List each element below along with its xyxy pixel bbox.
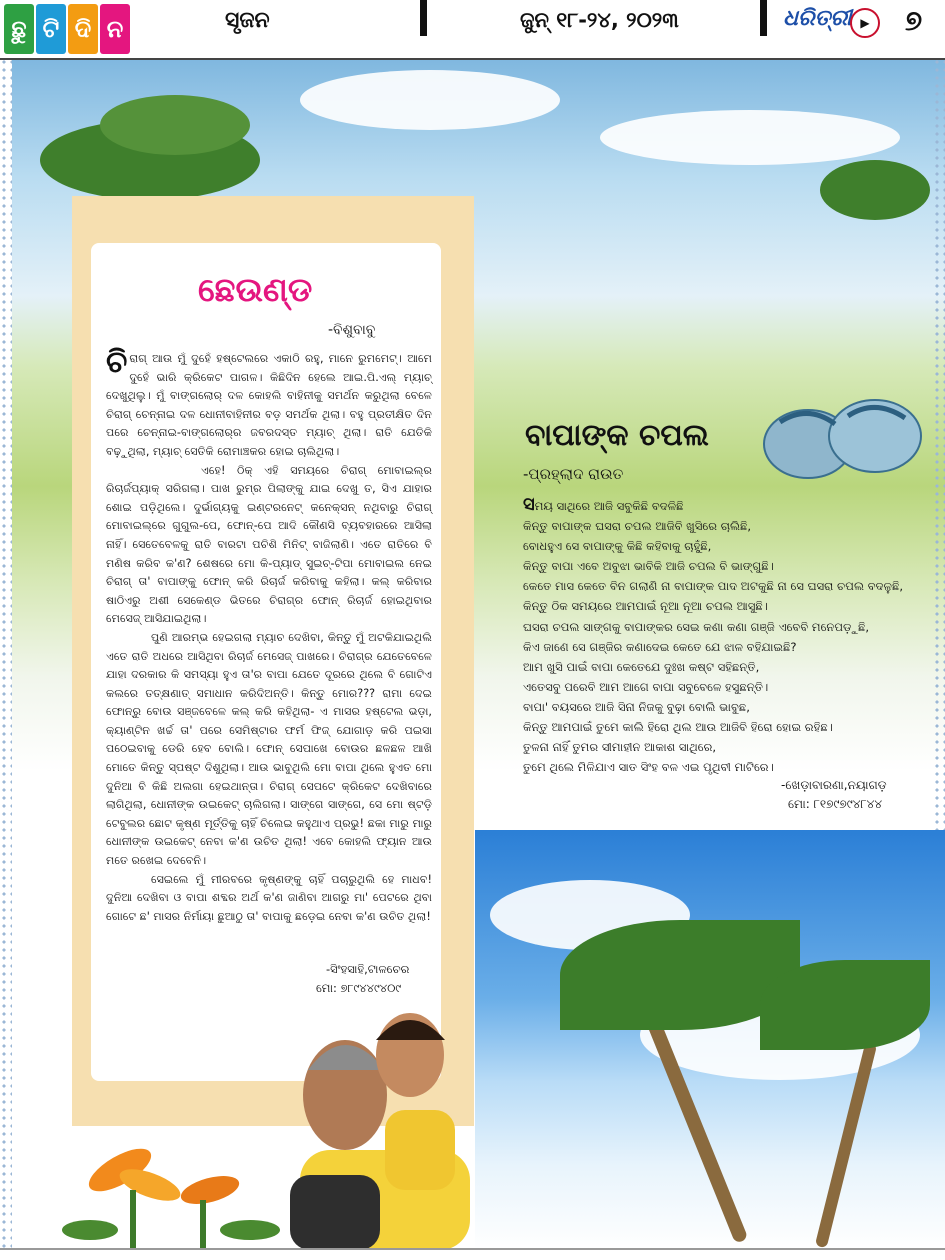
story-paragraph: ପୁଣି ଆରମ୍ଭ ହେଇଗଲା ମ୍ୟାଚ ଦେଖିବା, କିନ୍ତୁ ମୁଁ ଅଟକିଯାଇଥିଲି ଏତେ ରାତି ଅଧରେ ଆସିଥିବା ରିଚାର୍ଜ ମେସେଜ୍ ପାଖରେ। ଚିରାଗ୍‌ର ଯେତେବେଳେ ଯାହା ଦରକାର କି ସମସ୍ୟା ହୁଏ ତା'ର ବାପା ଯେତେ ଦୂରରେ ଥିଲେ ବି ଗୋଟିଏ କଲରେ ତତ୍‌କ୍ଷଣାତ୍ ସମାଧାନ କରିଦିଅନ୍ତି। କିନ୍ତୁ ମୋର??? ରାମା ଦେଇ ଫୋନ୍‌ରୁ ବୋଉ ସଞ୍ଜବେଳେ କଲ୍ କରି କହିଥିଲା- ଏ ମାସର ହଷ୍ଟେଲ ଭଡ଼ା, କ୍ୟାଣ୍ଟିନ ଖର୍ଚ୍ଚ ତା' ପରେ ସେମିଷ୍ଟାର ଫର୍ମ ଫିଜ୍ ଯୋଗାଡ଼ କରି ପଇସା ପଠେଇବାକୁ ଡେରି ହେବ ବୋଲି। ଫୋନ୍ ସେପାଖେ ବୋଉର ଛଳଛଳ ଆଖି ମୋତେ କିନ୍ତୁ ସ୍ପଷ୍ଟ ଦିଶୁଥିଲା। ଆଉ ଭାବୁଥିଲି ମୋ ବାପା ଥିଲେ ହୁଏତ ମୋ ଦୁନିଆ ବି କିଛି ଅଲଗା ହେଇଥାନ୍ତା। ଚିରାଗ୍ ସେପଟେ କ୍ରିକେଟ ଦେଖିବାରେ ଲାଗିଥିଲା, ଧୋନୀଙ୍କ ଉଇକେଟ୍ ଚାଲିଗଲା। ସାଙ୍ଗେ ସାଙ୍ଗେ, ସେ ମୋ ଷ୍ଟଡ଼ି ଟେବୁଲର ଛୋଟ କୃଷ୍ଣ ମୂର୍ତ୍ତିକୁ ଚାହିଁ ଚିଲେଇ କହୁଥାଏ ପ୍ରଭୁ! ଛକା ମାରୁ ମାରୁ ଧୋନୀଙ୍କ ଉଇକେଟ୍ ନେବା କ'ଣ ଉଚିତ ଥିଲା! ଏବେ କୋହଲି ଫ୍ୟାନ ଆଉ ମତେ ରଖେଇ ଦେବେନି।	[106, 630, 432, 868]
cloud	[300, 70, 560, 130]
logo-tile: ଟି	[36, 4, 66, 54]
story-title: ଛେଉଣ୍ଡ	[198, 270, 313, 309]
slippers-image	[760, 392, 925, 487]
drop-cap: ସ	[523, 494, 535, 515]
issue-date: ଜୁନ୍ ୧୮-୨୪, ୨୦୨୩	[520, 8, 679, 32]
drop-cap: ଚି	[106, 345, 128, 380]
poem-line: କିନ୍ତୁ ବାପା ଏବେ ଅବୁଝା ଭାବିକି ଆଜି ଚପଲ ବି ଭାଙ୍ଗୁଛି।	[523, 559, 774, 574]
poem-line: କିନ୍ତୁ ଠିକ ସମୟରେ ଆମପାଇଁ ନୂଆ ନୂଆ ଚପଲ ଆସୁଛି।	[523, 599, 768, 614]
page-number: ୭	[905, 4, 923, 37]
poem-line: ବୋଧହୁଏ ସେ ବାପାଙ୍କୁ କିଛି କହିବାକୁ ଚାହୁଁଛି,	[523, 539, 712, 554]
header-divider	[420, 0, 427, 36]
poem-line: ମୟ ସାଥିରେ ଆଜି ସବୁକିଛି ବଦଳିଛି	[534, 499, 684, 513]
story-paragraph: ସେଇଲେ ମୁଁ ମୀରବରେ କୃଷ୍ଣଙ୍କୁ ଚାହିଁ ପଚାରୁଥିଲି ହେ ମାଧବ! ଦୁନିଆ ଦେଖିବା ଓ ବାପା ଶବ୍ଦର ଅର୍ଥ କ'ଣ ଜାଣିବା ଆଗରୁ ମା' ପେଟରେ ଥିବା ଗୋଟେ ଛ' ମାସର ନିର୍ମାୟା ଛୁଆଠୁ ତା' ବାପାକୁ ଛଡ଼େଇ ନେବା କ'ଣ ଉଚିତ ଥିଲା!	[106, 872, 432, 923]
section-logo	[4, 4, 130, 54]
story-author: -ବିଶୁବାବୁ	[328, 322, 376, 338]
poem-line: କିନ୍ତୁ ବାପାଙ୍କ ଘସରା ଚପଲ ଆଜିବି ଖୁସିରେ ଚାଲିଛି,	[523, 519, 752, 534]
page-footer-border	[0, 1248, 945, 1260]
poem-line: କେତେ ମାସ କେତେ ବିନ ଗଲାଣି ନା ବାପାଙ୍କ ପାଦ ଅଟକୁଛି ନା ସେ ଘସରା ଚପଲ ବଦଳୁଛି,	[523, 579, 904, 594]
poem-line: କିନ୍ତୁ ଆମପାଇଁ ତୁମେ କାଲି ହିରୋ ଥିଲ ଆଉ ଆଜିବି ହିରୋ ହୋଇ ରହିଛ।	[523, 720, 833, 735]
poem-place: -ଖେଡ଼ାବାରଣା,ନୟାଗଡ଼	[781, 778, 887, 792]
story-paragraph: ଏହେ! ଠିକ୍ ଏହି ସମୟରେ ଚିରାଗ୍ ମୋବାଇଲ୍‌ର ରିଚାର୍ଜପ୍ୟାକ୍ ସରିଗଲା। ପାଖ ରୁମ୍‌ର ପିଲାଙ୍କୁ ଯାଇ ଦେଖୁ ତ, ସିଏ ଯାହାର ଶୋଇ ପଡ଼ିଥିଲେ। ଦୁର୍ଭାଗ୍ୟକୁ ଇଣ୍ଟରନେଟ୍ କନେକ୍ସନ୍ ନଥିବାରୁ ଚିରାଗ୍ ମୋବାଇଲ୍‌ରେ ଗୁଗୁଲ-ପେ, ଫୋନ୍-ପେ ଆଦି କୌଣସି ବ୍ୟବହାରରେ ଆସିଲା ନାହିଁ। ସେତେବେଳକୁ ରାତି ବାରଟା ପଚିଶି ମିନିଟ୍ ବାଜିଲାଣି। ଏତେ ରାତିରେ ବି ମଣିଷ କରିବ କ'ଣ? ଶେଷରେ ମୋ କି-ପ୍ୟାଡ୍ ସୁଇଚ୍-ଟିପା ମୋବାଇଲ ନେଇ ଚିରାଗ୍ ତା' ବାପାଙ୍କୁ ଫୋନ୍ କରି ରିଚାର୍ଜ କରିବାକୁ କହିଲା। କଲ୍ କରିବାର ଷାଠିଏରୁ ଅଶୀ ସେକେଣ୍ଡ ଭିତରେ ଚିରାଗ୍‌ର ଫୋନ୍ ରିଚାର୍ଜ ହୋଇଥିବାର ମେସେଜ୍ ଆସିଯାଇଥିଲା।	[106, 463, 432, 626]
poem-line: ତୁମେ ଥିଲେ ମିଳିଯାଏ ସାତ ସିଂହ ବଳ ଏଇ ପୃଥିବୀ ମାଟିରେ।	[523, 760, 774, 775]
poem-body	[523, 495, 919, 777]
poem-line: କିଏ ଜାଣେ ସେ ଗଞ୍ଜିର କଣାଦେଇ କେତେ ଯେ ଝାଳ ବହିଯାଇଛି?	[523, 639, 797, 654]
story-paragraph: ରାଗ୍ ଆଉ ମୁଁ ଦୁହେଁ ହଷ୍ଟେଲରେ ଏକାଠି ରହୁ, ମାନେ ରୁମମେଟ୍। ଆମେ ଦୁହେଁ ଭାରି କ୍ରିକେଟ ପାଗଳ। କିଛିଦିନ ହେଲେ ଆଇ.ପି.ଏଲ୍ ମ୍ୟାଚ୍ ଦେଖୁଥିଲୁ। ମୁଁ ବାଙ୍ଗଲୋର୍ ଦଳ କୋହଲି ବାହିନୀକୁ ସମର୍ଥନ କରୁଥିଲା ବେଳେ ଚିରାଗ୍ ଚେନ୍ନାଇ ଦଳ ଧୋନୀବାହିନୀର ବଡ଼ ସମର୍ଥକ ଥିଲା। ବହୁ ପ୍ରତୀକ୍ଷିତ ଦିନ ପରେ ଚେନ୍ନାଇ-ବାଙ୍ଗଲୋର୍‌ର ଜବରଦସ୍ତ ମ୍ୟାଚ୍ ଥିଲା। ରାତି ଯେତିକି ବଢ଼ୁଥିଲା, ମ୍ୟାଚ୍ ସେତିକି ରୋମାଞ୍ଚକର ହୋଇ ଚାଲିଥିଲା।	[106, 352, 432, 458]
brand-logo: ଧରିତ୍ରୀ	[783, 6, 852, 31]
left-dotted-border	[0, 58, 12, 1248]
father-son-photo	[290, 1000, 480, 1250]
poem-line: ବାପା' ବୟସରେ ଆଜି ସିନା ନିଜକୁ ବୁଢ଼ା ବୋଲି ଭାବୁଛ,	[523, 699, 750, 714]
poem-line: ଏତେସବୁ ପରେବି ଆମ ଆଗେ ବାପା ସବୁବେଳେ ହସୁଛନ୍ତି।	[523, 679, 769, 694]
logo-tile: ଦି	[68, 4, 98, 54]
header-divider	[760, 0, 767, 36]
poem-line: ଘସରା ଚପଲ ସାଙ୍ଗକୁ ବାପାଙ୍କର ସେଇ କଣା କଣା ଗଞ୍ଜି ଏବେବି ମନେପଡ଼ୁଛି,	[523, 619, 870, 634]
flowers-image	[60, 1130, 290, 1250]
tree-cluster	[100, 95, 250, 155]
tree-cluster	[820, 160, 930, 220]
cloud	[600, 110, 900, 165]
play-icon: ▶	[850, 8, 880, 38]
story-place: -ସିଂହସାହି,ଟାଳଚେର	[326, 962, 410, 976]
palm-leaves	[760, 960, 930, 1050]
story-body	[106, 345, 432, 926]
poem-line: ଆମ ଖୁସି ପାଇଁ ବାପା କେତେଯେ ଦୁଃଖ କଷ୍ଟ ସହିଛନ୍ତି,	[523, 659, 760, 674]
story-mobile: ମୋ: ୭୮୯୪୪୯୪୦୯	[316, 981, 402, 995]
section-name: ସୃଜନ	[225, 8, 270, 33]
logo-tile: ନ	[100, 4, 130, 54]
logo-tile: ଛୁ	[4, 4, 34, 54]
poem-line: ତୁଳନା ନାହିଁ ତୁମର ସୀମାହୀନ ଆକାଶ ସାଥିରେ,	[523, 740, 717, 755]
poem-title: ବାପାଙ୍କ ଚପଲ	[525, 418, 709, 453]
poem-author: -ପ୍ରହ୍ଲାଦ ରାଉତ	[523, 465, 624, 483]
poem-mobile: ମୋ: ୮୧୭୯୭୯୪୮୪୪	[788, 797, 883, 811]
page-header	[0, 0, 945, 60]
